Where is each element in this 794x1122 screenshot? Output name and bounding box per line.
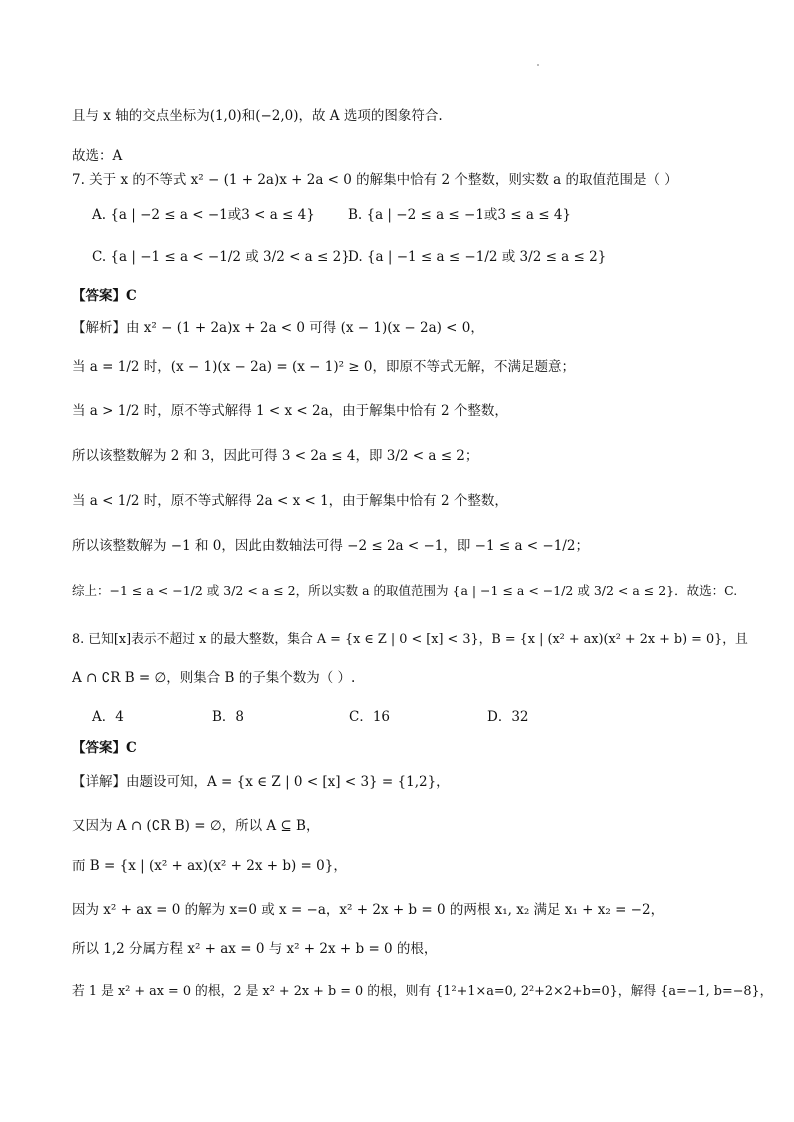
question-8-cont: A ∩ ∁R B = ∅，则集合 B 的子集个数为（ ）. [72,670,356,686]
option-8d: D．32 [487,709,529,725]
detail-line: 因为 x² + ax = 0 的解为 x=0 或 x = −a，x² + 2x + b = 0 的两根 x₁, x₂ 满足 x₁ + x₂ = −2， [72,902,665,918]
option-8b: B．8 [212,709,245,725]
text-line: 且与 x 轴的交点坐标为(1,0)和(−2,0)，故 A 选项的图象符合. [72,108,443,124]
scan-dot [537,64,539,66]
detail-line: 而 B = {x | (x² + ax)(x² + 2x + b) = 0}， [72,858,347,874]
answer-label: 【答案】C [72,740,137,756]
detail-line: 【详解】由题设可知，A = {x ∈ Z | 0 < [x] < 3} = {1,2}， [72,774,450,790]
solution-line: 当 a = 1/2 时，(x − 1)(x − 2a) = (x − 1)² ≥ 0，即原不等式无解，不满足题意； [72,359,575,375]
option-7b: B. {a | −2 ≤ a ≤ −1或3 ≤ a ≤ 4} [348,207,572,223]
detail-line: 所以 1,2 分属方程 x² + ax = 0 与 x² + 2x + b = 0 的根， [72,941,438,957]
solution-line: 所以该整数解为 2 和 3，因此可得 3 < 2a ≤ 4，即 3/2 < a ≤ 2； [72,448,479,464]
solution-line: 综上：−1 ≤ a < −1/2 或 3/2 < a ≤ 2，所以实数 a 的取值范围为 {a | −1 ≤ a < −1/2 或 3/2 < a ≤ 2}．故选：C. [72,583,738,598]
solution-line: 【解析】由 x² − (1 + 2a)x + 2a < 0 可得 (x − 1)(x − 2a) < 0， [72,320,484,336]
question-7: 7. 关于 x 的不等式 x² − (1 + 2a)x + 2a < 0 的解集中恰有 2 个整数，则实数 a 的取值范围是（ ） [72,172,678,188]
option-8c: C．16 [349,709,391,725]
option-7d: D. {a | −1 ≤ a ≤ −1/2 或 3/2 ≤ a ≤ 2} [348,249,607,265]
option-8a: A．4 [92,709,124,725]
answer-label: 【答案】C [72,288,137,304]
option-7a: A. {a | −2 ≤ a < −1或3 < a ≤ 4} [92,207,315,223]
solution-line: 当 a < 1/2 时，原不等式解得 2a < x < 1，由于解集中恰有 2 个整数， [72,493,508,509]
question-8: 8. 已知[x]表示不超过 x 的最大整数，集合 A = {x ∈ Z | 0 < [x] < 3}，B = {x | (x² + ax)(x² + 2x + b) = 0}，且 [72,632,748,647]
detail-line: 若 1 是 x² + ax = 0 的根，2 是 x² + 2x + b = 0 的根，则有 {1²+1×a=0, 2²+2×2+b=0}，解得 {a=−1, b=−8}， [72,984,773,999]
text-line: 故选：A [72,148,123,164]
detail-line: 又因为 A ∩ (∁R B) = ∅，所以 A ⊆ B， [72,818,320,834]
option-7c: C. {a | −1 ≤ a < −1/2 或 3/2 < a ≤ 2} [92,249,350,265]
solution-line: 当 a > 1/2 时，原不等式解得 1 < x < 2a，由于解集中恰有 2 个整数， [72,403,508,419]
solution-line: 所以该整数解为 −1 和 0，因此由数轴法可得 −2 ≤ 2a < −1，即 −1 ≤ a < −1/2； [72,538,589,554]
